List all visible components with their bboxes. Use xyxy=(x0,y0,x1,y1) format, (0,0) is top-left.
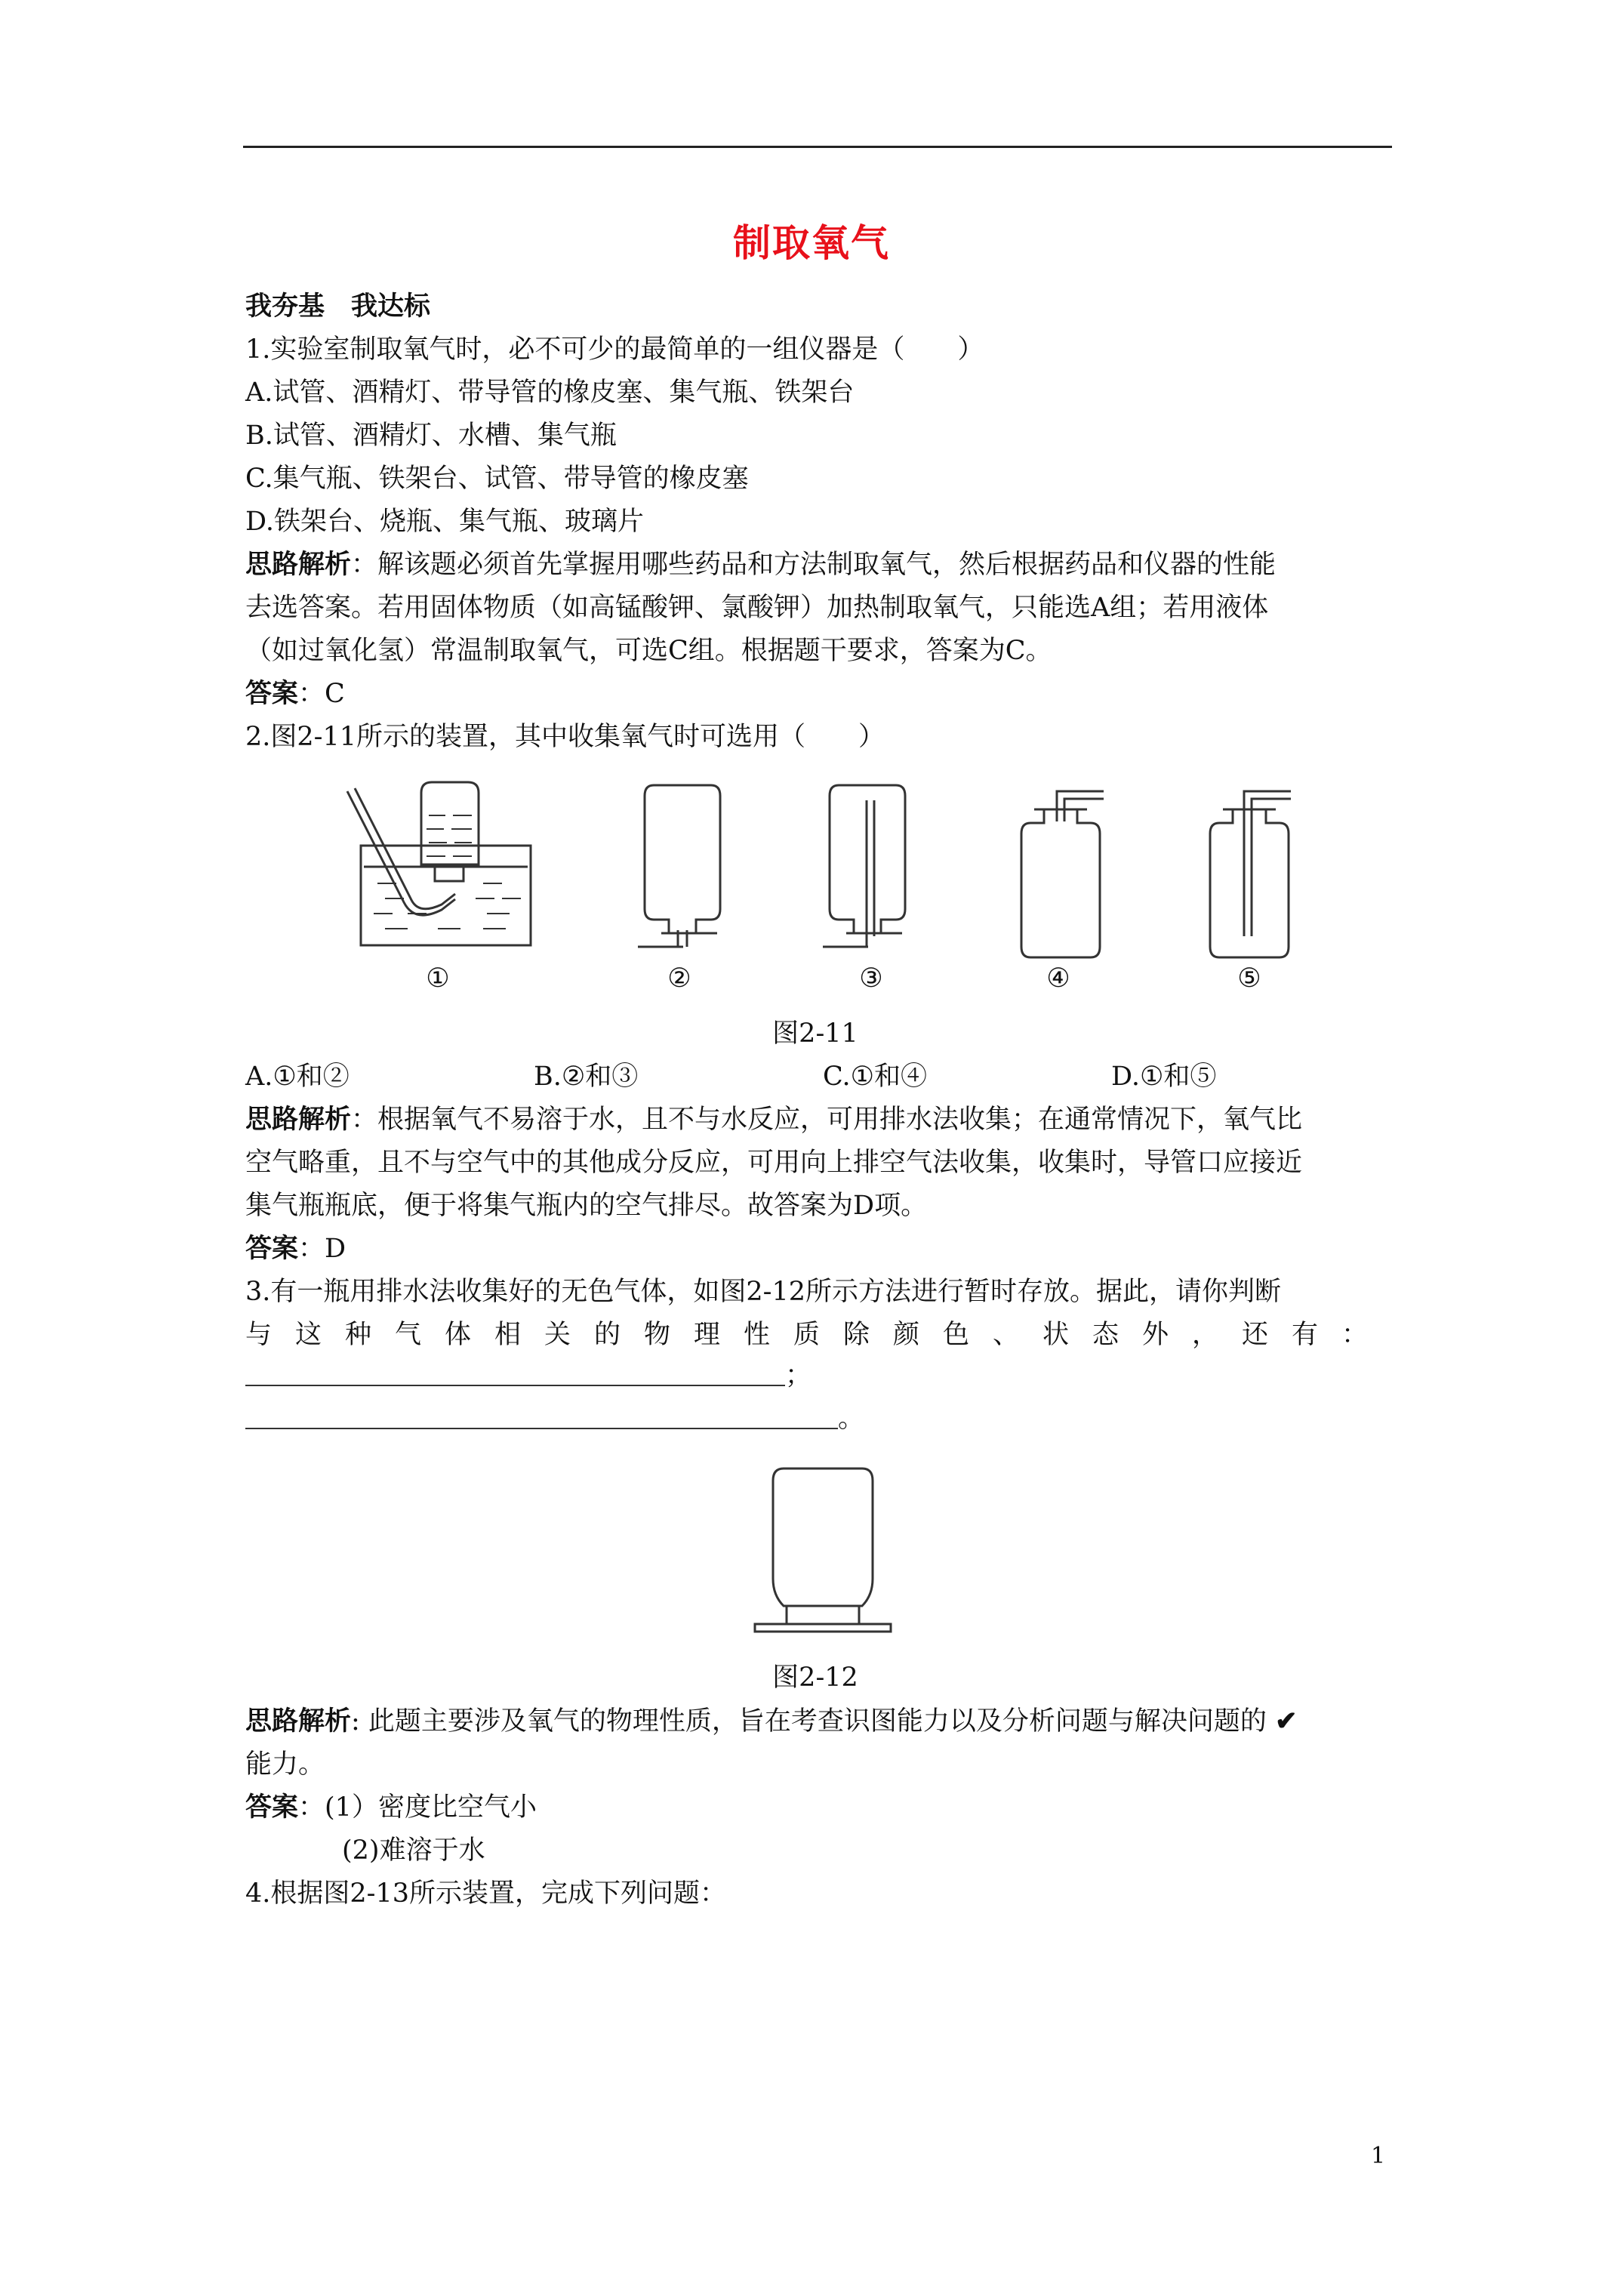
q2-analysis-line-2: 空气略重，且不与空气中的其他成分反应，可用向上排空气法收集，收集时，导管口应接近 xyxy=(245,1148,1303,1178)
q2-option-d: D.①和⑤ xyxy=(1111,1062,1217,1092)
header-rule xyxy=(243,146,1392,148)
q3-stem-line-1: 3.有一瓶用排水法收集好的无色气体，如图2-12所示方法进行暂时存放。据此，请你判断 xyxy=(245,1277,1282,1307)
figure-2-12 xyxy=(755,1461,891,1638)
q2-analysis-line-3: 集气瓶瓶底，便于将集气瓶内的空气排尽。故答案为D项。 xyxy=(245,1191,928,1221)
figure-caption-2-11: 图2-11 xyxy=(772,1019,858,1049)
fig-label-3: ③ xyxy=(859,963,883,994)
q2-option-b: B.②和③ xyxy=(534,1062,639,1092)
inverted-gas-jar-icon xyxy=(755,1469,891,1632)
q1-answer: 答案：C xyxy=(245,678,345,709)
q3-analysis-line-2: 能力。 xyxy=(245,1749,325,1780)
q3-analysis-line-1: 思路解析: 此题主要涉及氧气的物理性质，旨在考查识图能力以及分析问题与解决问题的 ✔ xyxy=(245,1706,1298,1737)
apparatus-upright-bottle-short-tube-icon xyxy=(1021,791,1104,957)
q1-analysis-line-2: 去选答案。若用固体物质（如高锰酸钾、氯酸钾）加热制取氧气，只能选A组；若用液体 xyxy=(245,593,1269,623)
q1-option-a: A.试管、酒精灯、带导管的橡皮塞、集气瓶、铁架台 xyxy=(245,378,855,408)
q2-answer: 答案：D xyxy=(245,1233,346,1264)
q2-option-a: A.①和② xyxy=(245,1062,350,1092)
q1-option-c: C.集气瓶、铁架台、试管、带导管的橡皮塞 xyxy=(245,464,749,494)
apparatus-inverted-bottle-long-tube-icon xyxy=(823,785,905,948)
q2-analysis-line-1: 思路解析：根据氧气不易溶于水，且不与水反应，可用排水法收集；在通常情况下，氧气比 xyxy=(245,1104,1303,1135)
figure-2-11 xyxy=(332,778,1313,966)
q1-analysis-line-1: 思路解析：解该题必须首先掌握用哪些药品和方法制取氧气，然后根据药品和仪器的性能 xyxy=(245,549,1277,580)
q3-answer-1: 答案：(1）密度比空气小 xyxy=(245,1792,537,1823)
q3-stem-line-2: 与这种气体相关的物理性质除颜色、状态外，还有： xyxy=(245,1320,1392,1350)
q1-analysis-line-3: （如过氧化氢）常温制取氧气，可选C组。根据题干要求，答案为C。 xyxy=(245,636,1052,666)
fig-label-5: ⑤ xyxy=(1237,963,1261,994)
q3-answer-2: (2)难溶于水 xyxy=(342,1835,485,1866)
answer-blank-2[interactable] xyxy=(245,1428,838,1429)
analysis-label: 思路解析 xyxy=(245,549,352,580)
q4-stem: 4.根据图2-13所示装置，完成下列问题： xyxy=(245,1878,727,1909)
q2-option-c: C.①和④ xyxy=(823,1062,928,1092)
fig-label-2: ② xyxy=(667,963,691,994)
q2-stem: 2.图2-11所示的装置，其中收集氧气时可选用（ ） xyxy=(245,722,885,752)
fig-label-4: ④ xyxy=(1046,963,1070,994)
apparatus-upright-bottle-long-tube-icon xyxy=(1210,791,1291,957)
section-heading: 我夯基 我达标 xyxy=(245,291,431,322)
blank-2-end: 。 xyxy=(838,1404,865,1434)
page-title: 制取氧气 xyxy=(733,220,890,265)
blank-1-end: ； xyxy=(785,1361,812,1391)
figure-caption-2-12: 图2-12 xyxy=(772,1663,858,1693)
q1-stem: 1.实验室制取氧气时，必不可少的最简单的一组仪器是（ ） xyxy=(245,334,984,365)
fig-label-1: ① xyxy=(426,963,450,994)
apparatus-water-displacement-icon xyxy=(347,782,531,945)
q1-option-d: D.铁架台、烧瓶、集气瓶、玻璃片 xyxy=(245,507,644,537)
checkmark-icon: ✔ xyxy=(1275,1706,1298,1737)
page-number: 1 xyxy=(1371,2143,1386,2169)
answer-blank-1[interactable] xyxy=(245,1385,785,1386)
apparatus-inverted-bottle-short-tube-icon xyxy=(638,785,720,947)
q1-option-b: B.试管、酒精灯、水槽、集气瓶 xyxy=(245,421,617,451)
